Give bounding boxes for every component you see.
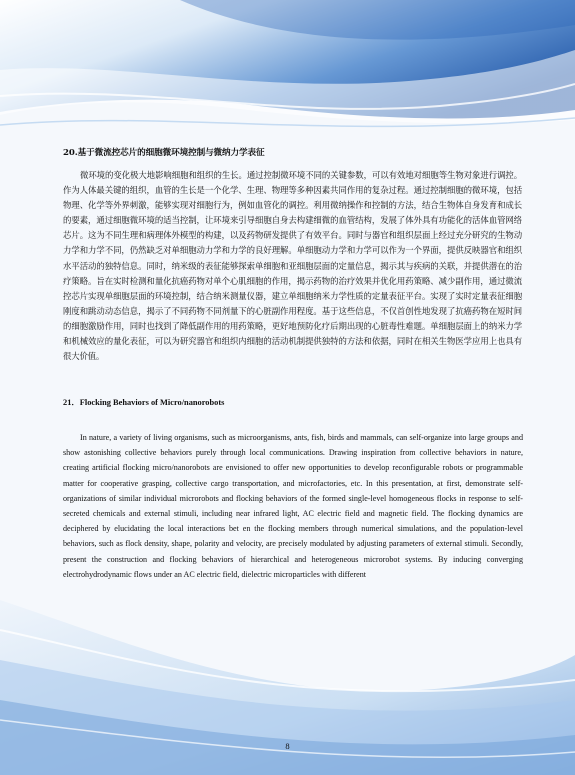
section-21-title: 21．Flocking Behaviors of Micro/nanorobots (63, 398, 225, 407)
section-20-body: 微环境的变化极大地影响细胞和组织的生长。通过控制微环境不同的关键参数，可以有效地对细胞等生物对象进行调控。作为人体最关键的组织，血管的生长是一个化学、生理、物理等多种因素共同作用的复杂过程。通过控制细胞的微环境，包括物理、化学等外界刺激，能够实现对细胞行为，例如血管化的调控。利用微纳操作和控制的方法，结合生物体自身发育和成长的要素，通过细胞微环境的适当控制，让环境来引导细胞自身去构建细微的血管结构，发展了体外具有功能化的活体血管网络芯片。这为不同生理和病理体外模型的构建，以及药物研发提供了有效平台。同时与器官和组织层面上经过充分研究的生物动力学和力学不同，仍然缺乏对单细胞动力学和力学的良好理解。单细胞动力学和力学可以作为一个界面，提供反映器官和组织水平活动的独特信息。同时，纳米级的表征能够探索单细胞和亚细胞层面的定量信息，揭示其与疾病的关联，并提供潜在的治疗策略。旨在实时检测和量化抗癌药物对单个心肌细胞的作用，揭示药物的治疗效果并优化用药策略、减少副作用，通过微流控芯片实现单细胞层面的环境控制，结合纳米测量仪器，建立单细胞纳米力学性质的定量表征平台。实现了实时定量表征细胞刚度和跳动动态信息，揭示了不同药物不同剂量下的心脏副作用程度。基于这些信息，不仅首创性地发现了抗癌药物在短时间的细胞激励作用，同时也找到了降低副作用的用药策略，更好地预防化疗后期出现的心脏毒性难题。单细胞层面上的纳米力学和机械效应的量化表征，可以为研究器官和组织内细胞的活动机制提供独特的方法和依据，同时在相关生物医学应用上也具有很大价值。 (63, 170, 522, 362)
section-20-title: 20.基于微流控芯片的细胞微环境控制与微纳力学表征 (63, 148, 265, 158)
section-21-body: In nature, a variety of living organisms, such as microorganisms, ants, fish, birds and mammals, can self-organize into large groups and show astonishing collective behaviors purely through local communications. Drawing inspiration from collective behaviors in nature, creating artificial flocking micro/nanorobots are envisioned to offer new opportunities to develop reconfigurable robots or programmable matter for cooperative grasping, collective cargo transportation, and microfactories, etc. In this presentation, at first, demonstrate self-organizations of similar individual microrobots and flocking behaviors of the formed single-level homogeneous flocks in response to self-secreted chemicals and external stimuli, including near infrared light, AC electric field and magnetic field. The flocking dynamics are deciphered by elucidating the local interactions bet en the flocking members through numerical simulations, and the population-level behaviors, such as flock density, shape, polarity and velocity, are precisely modulated by adjusting parameters of external stimuli. Secondly, present the construction and flocking behaviors of hierarchical and heterogeneous microrobot systems. By inducing converging electrohydrodynamic flows under an AC electric field, dielectric microparticles with different (63, 433, 523, 579)
page-number: 8 (285, 741, 290, 751)
